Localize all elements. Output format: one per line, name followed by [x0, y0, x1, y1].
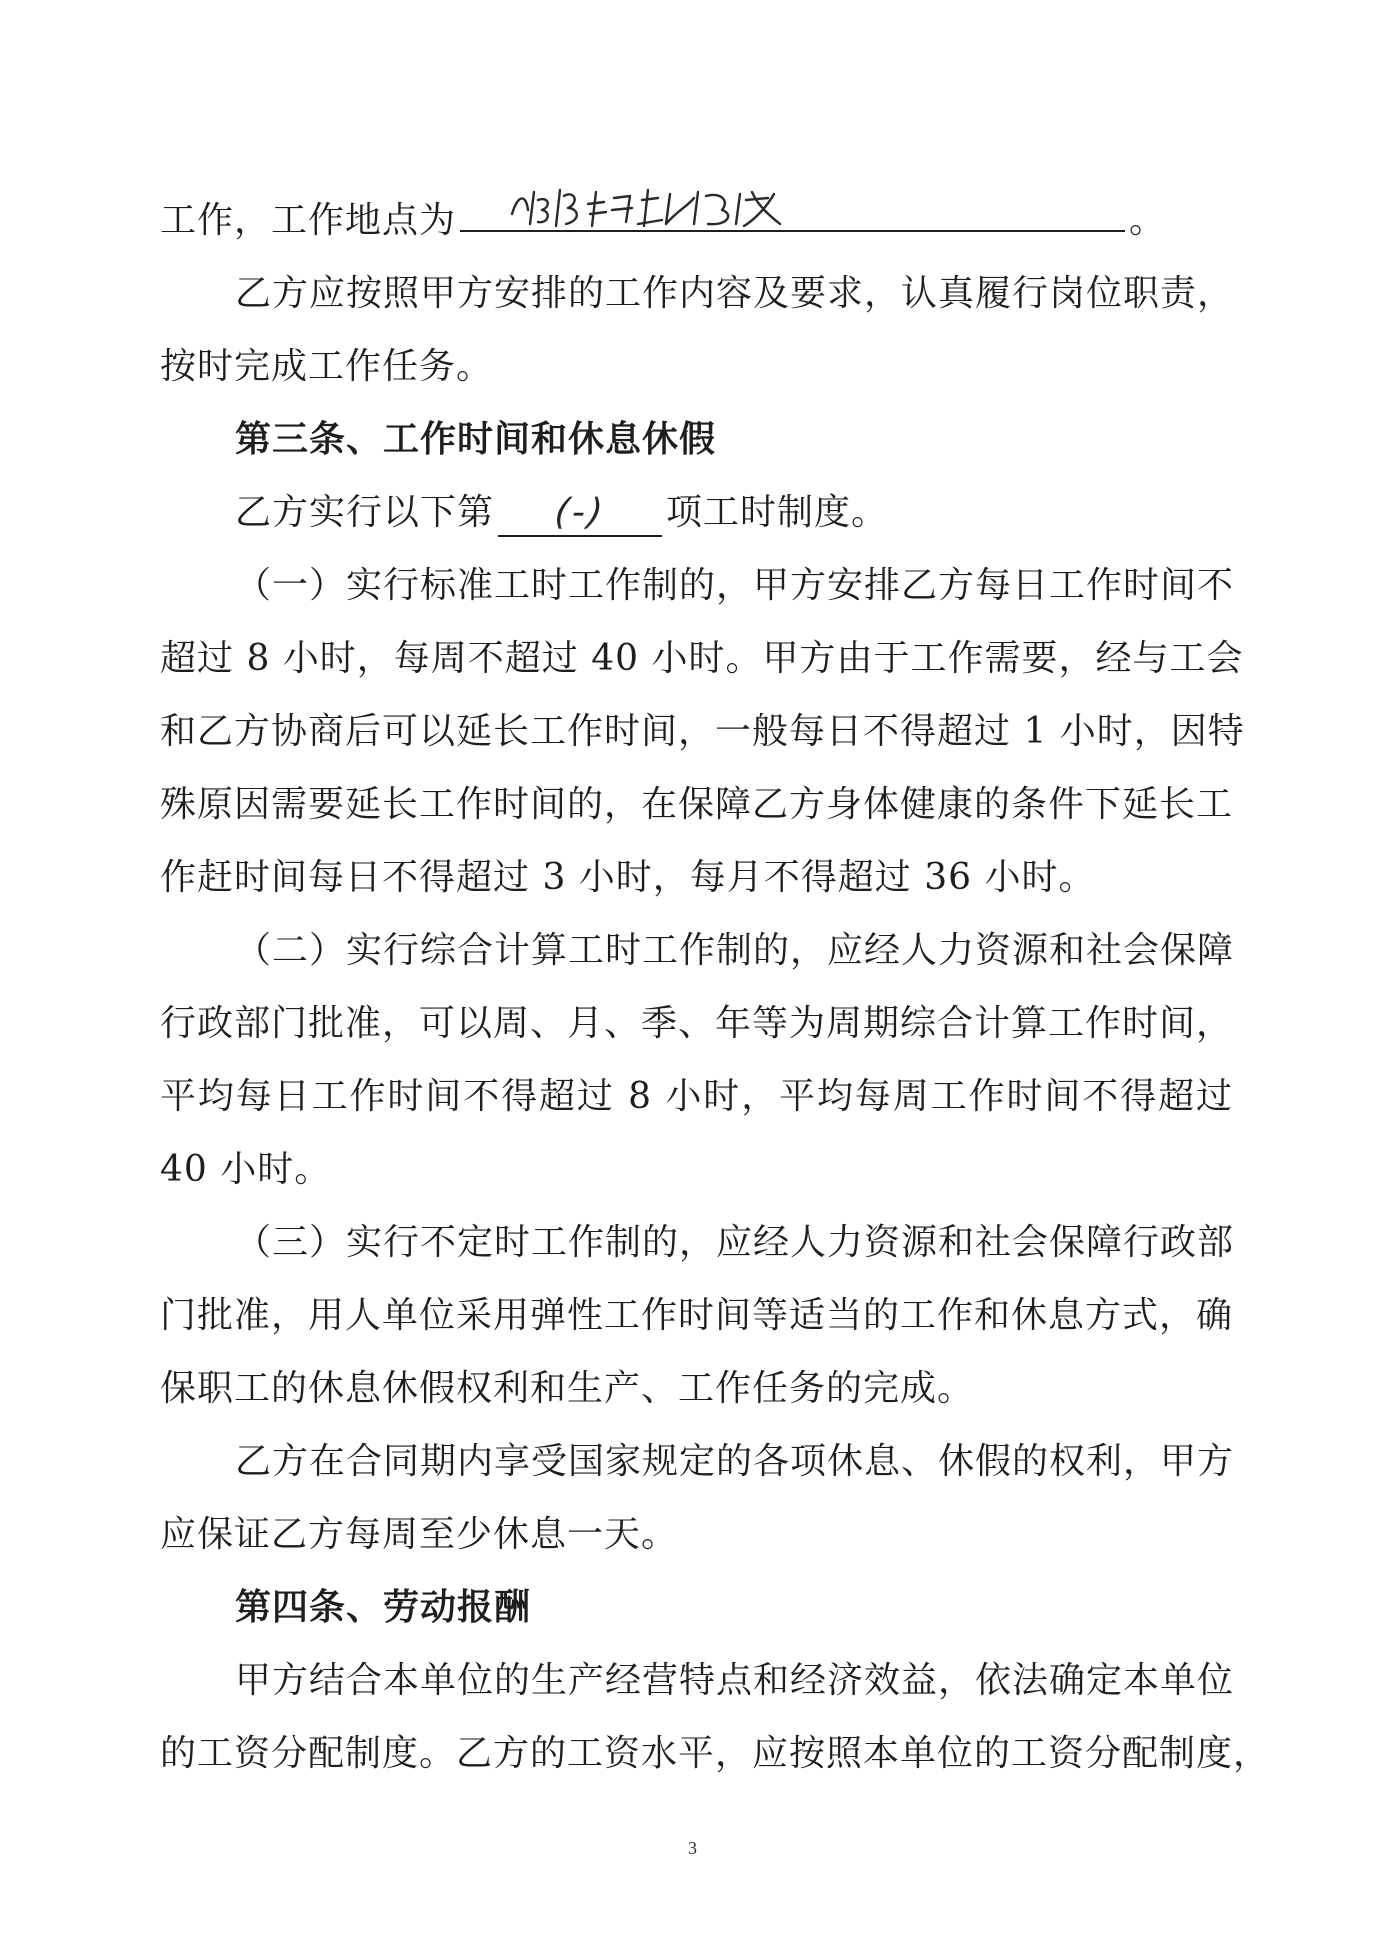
standard-hours-line-3: 和乙方协商后可以延长工作时间，一般每日不得超过 1 小时，因特 [160, 711, 1245, 752]
flexible-hours-line-2: 门批准，用人单位采用弹性工作时间等适当的工作和休息方式，确 [160, 1295, 1234, 1336]
comprehensive-hours-line-3: 平均每日工作时间不得超过 8 小时，平均每周工作时间不得超过 [160, 1076, 1233, 1117]
page-number: 3 [688, 1838, 697, 1858]
hours-system-prefix: 乙方实行以下第 [235, 492, 495, 533]
hours-system-handwritten-value: (-) [552, 492, 609, 533]
flexible-hours-line-3: 保职工的休息休假权利和生产、工作任务的完成。 [160, 1368, 975, 1409]
flexible-hours-line-1: （三）实行不定时工作制的，应经人力资源和社会保障行政部 [235, 1222, 1235, 1263]
workplace-prefix: 工作，工作地点为 [160, 200, 457, 241]
article-4-heading: 第四条、劳动报酬 [235, 1586, 532, 1628]
comprehensive-hours-line-1: （二）实行综合计算工时工作制的，应经人力资源和社会保障 [235, 930, 1235, 971]
hours-system-line [160, 476, 1233, 549]
duties-line-1: 乙方应按照甲方安排的工作内容及要求，认真履行岗位职责， [235, 273, 1235, 314]
rest-rights-line-2: 应保证乙方每周至少休息一天。 [160, 1514, 679, 1555]
standard-hours-line-1: （一）实行标准工时工作制的，甲方安排乙方每日工作时间不 [235, 565, 1235, 606]
document-body [160, 184, 1271, 1790]
standard-hours-line-2: 超过 8 小时，每周不超过 40 小时。甲方由于工作需要，经与工会 [160, 638, 1244, 679]
standard-hours-line-4: 殊原因需要延长工作时间的，在保障乙方身体健康的条件下延长工 [160, 784, 1234, 825]
article-3-heading: 第三条、工作时间和休息休假 [235, 418, 717, 460]
rest-rights-line-1: 乙方在合同期内享受国家规定的各项休息、休假的权利，甲方 [235, 1441, 1235, 1482]
handwritten-workplace-scribble [508, 180, 828, 232]
wages-line-1: 甲方结合本单位的生产经营特点和经济效益，依法确定本单位 [235, 1660, 1235, 1701]
hours-system-blank [498, 491, 662, 537]
wages-line-2: 的工资分配制度。乙方的工资水平，应按照本单位的工资分配制度， [160, 1733, 1271, 1774]
workplace-suffix: 。 [1129, 200, 1167, 241]
duties-line-2: 按时完成工作任务。 [160, 346, 494, 387]
comprehensive-hours-line-2: 行政部门批准，可以周、月、季、年等为周期综合计算工作时间， [160, 1003, 1234, 1044]
workplace-blank [460, 186, 1125, 232]
comprehensive-hours-line-4: 40 小时。 [160, 1149, 332, 1190]
workplace-line [160, 184, 1233, 257]
standard-hours-line-5: 作赶时间每日不得超过 3 小时，每月不得超过 36 小时。 [160, 857, 1096, 898]
hours-system-suffix: 项工时制度。 [666, 492, 889, 533]
